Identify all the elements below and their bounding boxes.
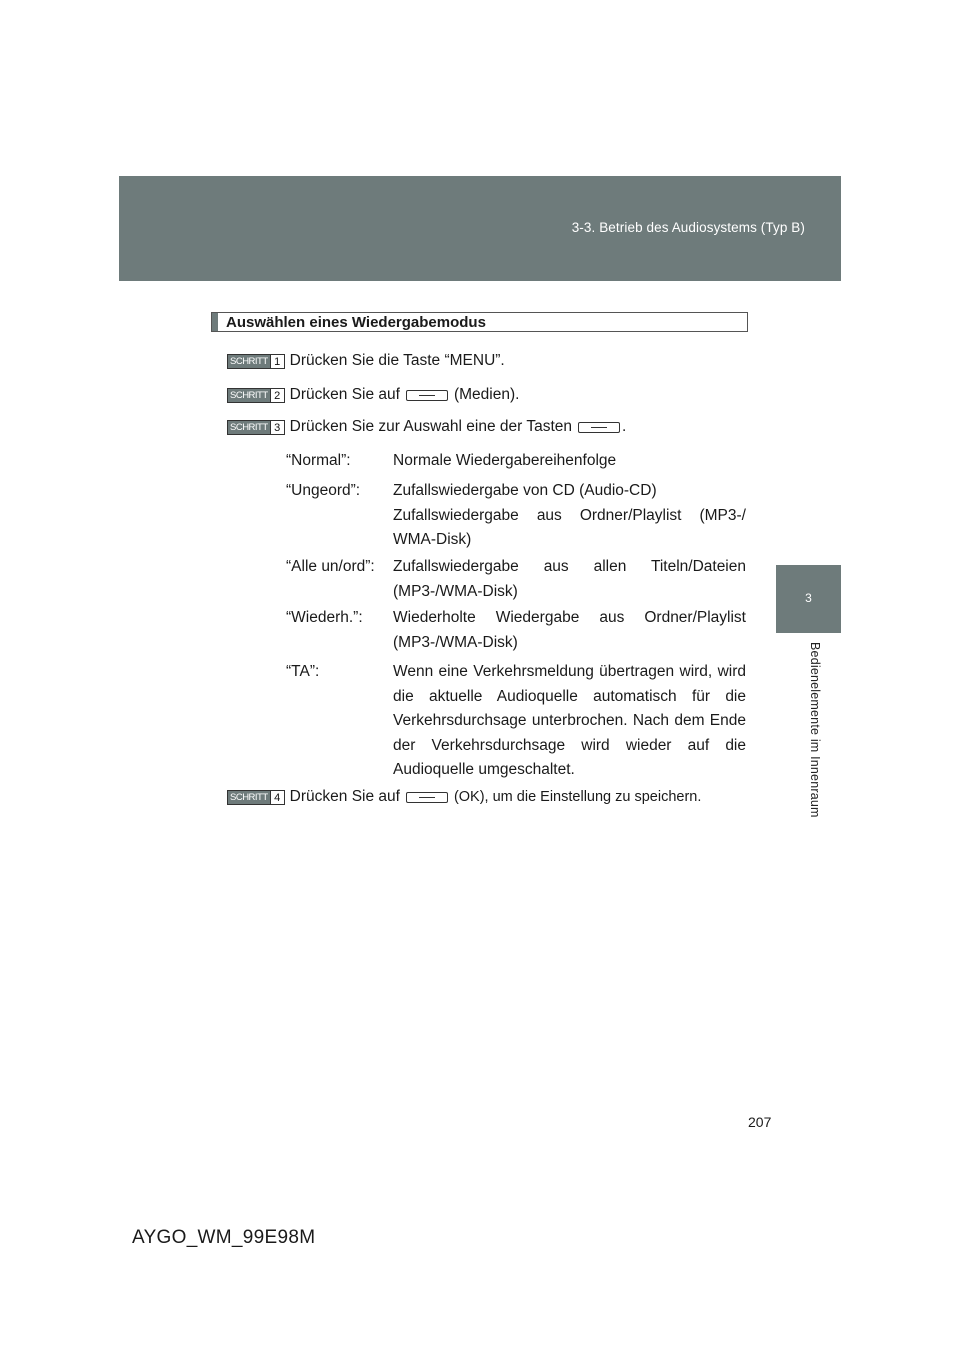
chapter-tab: [776, 565, 841, 633]
chapter-title: Bedienelemente im Innenraum: [808, 642, 822, 818]
option-alle-unord: [286, 555, 746, 604]
document-code: AYGO_WM_99E98M: [132, 1227, 316, 1248]
step-text-after: .: [622, 418, 627, 435]
step-2: [227, 386, 519, 404]
step-4: [227, 788, 701, 806]
step-text-after: (Medien).: [453, 386, 520, 403]
step-badge-number: 3: [270, 421, 284, 434]
step-text: Drücken Sie die Taste “MENU”.: [289, 352, 505, 369]
option-ungeord: [286, 479, 746, 553]
step-badge-label: SCHRITT: [230, 421, 268, 433]
chapter-number: 3: [805, 591, 812, 605]
option-line: Wiederholte Wiedergabe aus Ordner/Playlist (MP3-/WMA-Disk): [393, 609, 746, 651]
option-line: Zufallswiedergabe aus Ordner/Playlist (MP3-/ WMA-Disk): [393, 506, 746, 548]
step-badge-label: SCHRITT: [230, 791, 268, 803]
page-number: 207: [748, 1114, 772, 1130]
option-normal: [286, 449, 746, 474]
option-term: “Wiederh.”:: [286, 609, 363, 626]
option-line: Zufallswiedergabe von CD (Audio-CD): [393, 482, 657, 499]
step-text: Drücken Sie zur Auswahl eine der Tasten: [289, 418, 572, 435]
step-badge: [227, 420, 285, 435]
screen-button-icon: [406, 792, 448, 803]
step-badge-label: SCHRITT: [230, 389, 268, 401]
heading-accent-bar: [212, 313, 218, 331]
step-badge-label: SCHRITT: [230, 355, 268, 367]
step-text: Drücken Sie auf: [289, 788, 400, 805]
step-badge: [227, 354, 285, 369]
screen-button-icon: [406, 390, 448, 401]
step-badge-number: 1: [270, 355, 284, 368]
header-band: [119, 176, 841, 281]
option-term: “Ungeord”:: [286, 482, 361, 499]
step-badge: [227, 790, 285, 805]
section-title: 3-3. Betrieb des Audiosystems (Typ B): [571, 220, 805, 235]
option-description: [393, 555, 746, 604]
option-description: [393, 660, 746, 783]
step-badge-number: 4: [270, 791, 284, 804]
option-description: [393, 449, 746, 474]
step-badge: [227, 388, 285, 403]
option-line: Normale Wiedergabereihenfolge: [393, 452, 617, 469]
heading-text: Auswählen eines Wiedergabemodus: [226, 314, 486, 331]
step-1: [227, 352, 505, 370]
option-ta: [286, 660, 746, 783]
option-term: “Normal”:: [286, 452, 351, 469]
section-heading: [211, 312, 748, 332]
step-3: [227, 418, 626, 436]
option-wiederh: [286, 606, 746, 655]
option-term: “Alle un/ord”:: [286, 558, 375, 575]
option-description: [393, 479, 746, 553]
option-term: “TA”:: [286, 663, 320, 680]
screen-button-icon: [578, 422, 620, 433]
option-line: Zufallswiedergabe aus allen Titeln/Dateien (MP3-/WMA-Disk): [393, 558, 746, 600]
option-description: [393, 606, 746, 655]
step-text: Drücken Sie auf: [289, 386, 400, 403]
step-text-after: (OK), um die Einstellung zu speichern.: [453, 789, 702, 805]
option-line: Wenn eine Verkehrsmeldung übertragen wird, wird die aktuelle Audioquelle automatisch für die Verkehrsdurchsage unterbrochen. Nach dem Ende der Verkehrsdurchsage wird wieder auf die Audioquelle umgeschaltet.: [393, 663, 746, 778]
step-badge-number: 2: [270, 389, 284, 402]
